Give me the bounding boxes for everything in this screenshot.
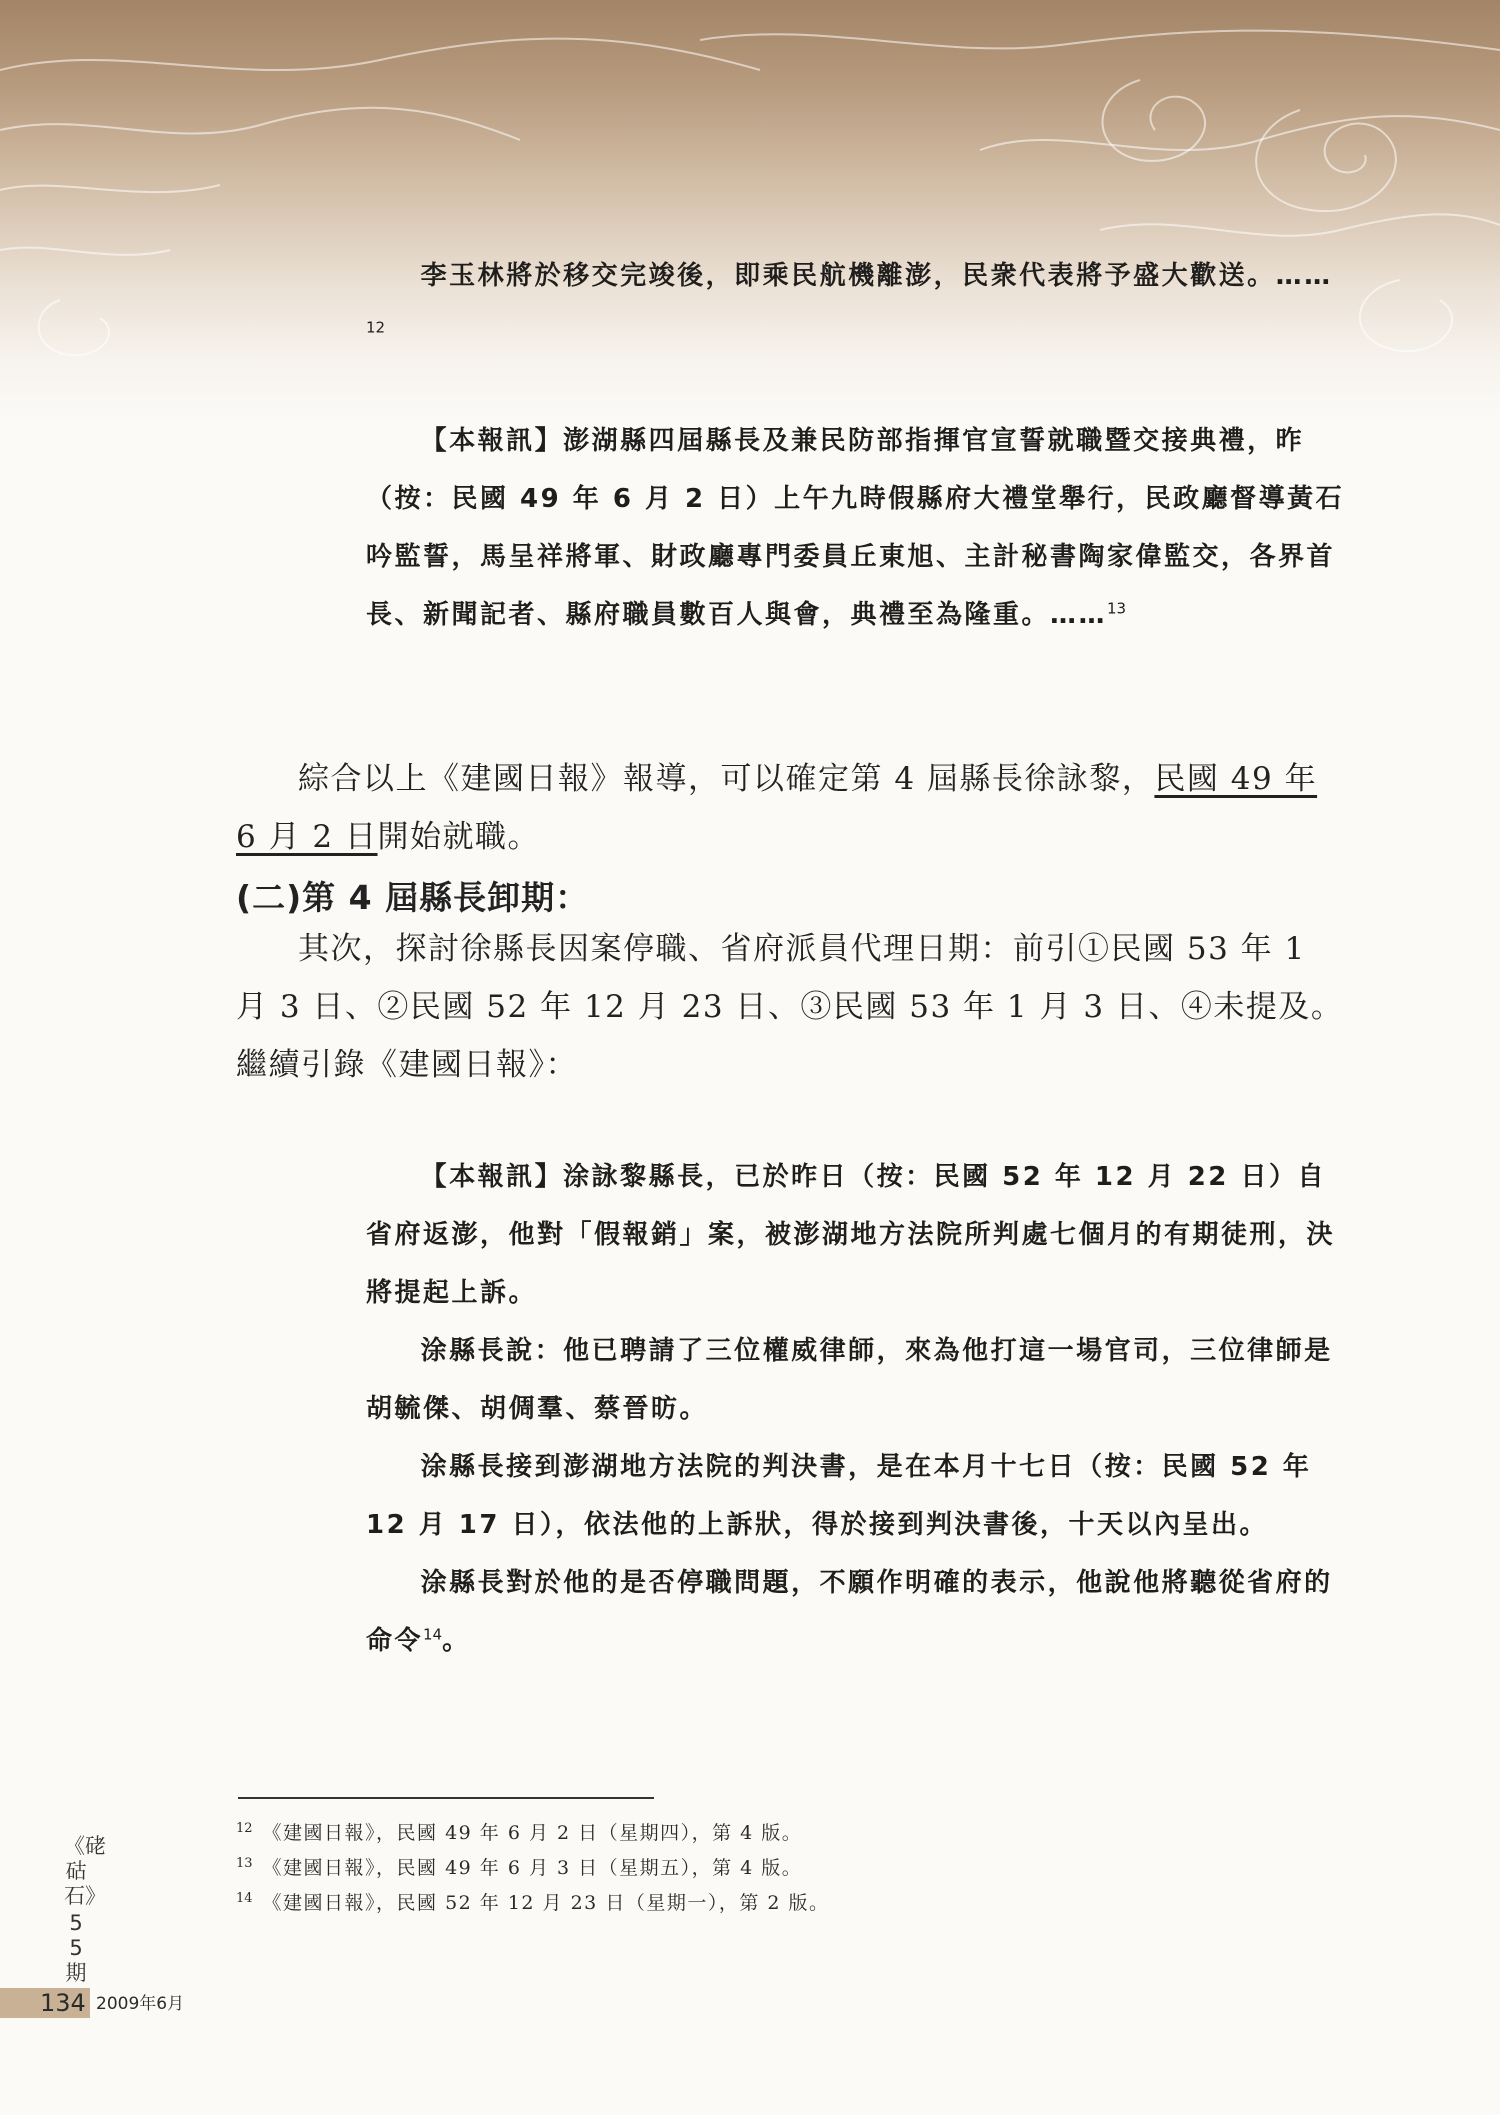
section-heading: (二)第 4 屆縣長卸期： (236, 878, 590, 917)
footnote-text: 《建國日報》，民國 49 年 6 月 2 日（星期四），第 4 版。 (262, 1822, 803, 1844)
footnote-item (236, 1851, 1136, 1886)
footnote-text: 《建國日報》，民國 49 年 6 月 3 日（星期五），第 4 版。 (262, 1857, 803, 1879)
quote-2-text: 【本報訊】澎湖縣四屆縣長及兼民防部指揮官宣誓就職暨交接典禮，昨（按：民國 49 年 6 月 2 日）上午九時假縣府大禮堂舉行，民政廳督導黃石吟監誓，馬呈祥將軍、財政廳專門委員丘東旭、主計秘書陶家偉監交，各界首長、新聞記者、縣府職員數百人與會，典禮至為隆重。…… (366, 426, 1345, 630)
quote-block-1 (366, 247, 1350, 363)
footnote-ref-14: 14 (423, 1625, 443, 1644)
quote-3-paragraph-1: 【本報訊】涂詠黎縣長，已於昨日（按：民國 52 年 12 月 22 日）自省府返澎，他對「假報銷」案，被澎湖地方法院所判處七個月的有期徒刑，決將提起上訴。 (366, 1162, 1336, 1308)
footnote-ref-13: 13 (1107, 599, 1127, 618)
footnote-number: 13 (236, 1855, 253, 1871)
footnotes (236, 1816, 1136, 1921)
quote-block-3 (366, 1148, 1350, 1670)
section-intro-text: 其次，探討徐縣長因案停職、省府派員代理日期：前引①民國 53 年 1 月 3 日、②民國 52 年 12 月 23 日、③民國 53 年 1 月 3 日、④未提及。繼續引錄《建國日報》： (236, 931, 1344, 1083)
page-number: 134 (40, 1989, 86, 2017)
footnote-number: 12 (236, 1820, 253, 1836)
footnote-number: 14 (236, 1890, 253, 1906)
footnote-text: 《建國日報》，民國 52 年 12 月 23 日（星期一），第 2 版。 (262, 1892, 830, 1914)
footnote-divider (238, 1797, 654, 1799)
issue-date: 2009年6月 (96, 1994, 185, 2014)
journal-side-title (64, 1834, 106, 1986)
footnote-item (236, 1886, 1136, 1921)
footnote-item (236, 1816, 1136, 1851)
journal-title: 《硓𥑮石》 (64, 1834, 106, 1908)
quote-block-2 (366, 412, 1350, 644)
journal-issue-label: 期 (65, 1961, 87, 1985)
footnote-ref-12: 12 (366, 318, 386, 337)
summary-text-before: 綜合以上《建國日報》報導，可以確定第 4 屆縣長徐詠黎， (298, 761, 1155, 797)
summary-text-after: 開始就職。 (377, 819, 541, 855)
quote-1-text: 李玉林將於移交完竣後，即乘民航機離澎，民衆代表將予盛大歡送。…… (420, 261, 1333, 291)
summary-underlined-date: 民國 49 年 6 月 2 日 (236, 761, 1318, 855)
quote-3-paragraph-4: 涂縣長對於他的是否停職問題，不願作明確的表示，他說他將聽從省府的命令 (366, 1568, 1333, 1656)
summary-paragraph (236, 750, 1348, 866)
quote-3-paragraph-3: 涂縣長接到澎湖地方法院的判決書，是在本月十七日（按：民國 52 年 12 月 17 日），依法他的上訴狀，得於接到判決書後，十天以內呈出。 (366, 1452, 1312, 1540)
journal-issue-number: 55 (69, 1911, 83, 1960)
quote-3-paragraph-4-tail: 。 (442, 1626, 471, 1656)
quote-3-paragraph-2: 涂縣長說：他已聘請了三位權威律師，來為他打這一場官司，三位律師是胡毓傑、胡倜羣、蔡晉昉。 (366, 1336, 1333, 1424)
section-intro-paragraph (236, 920, 1348, 1094)
